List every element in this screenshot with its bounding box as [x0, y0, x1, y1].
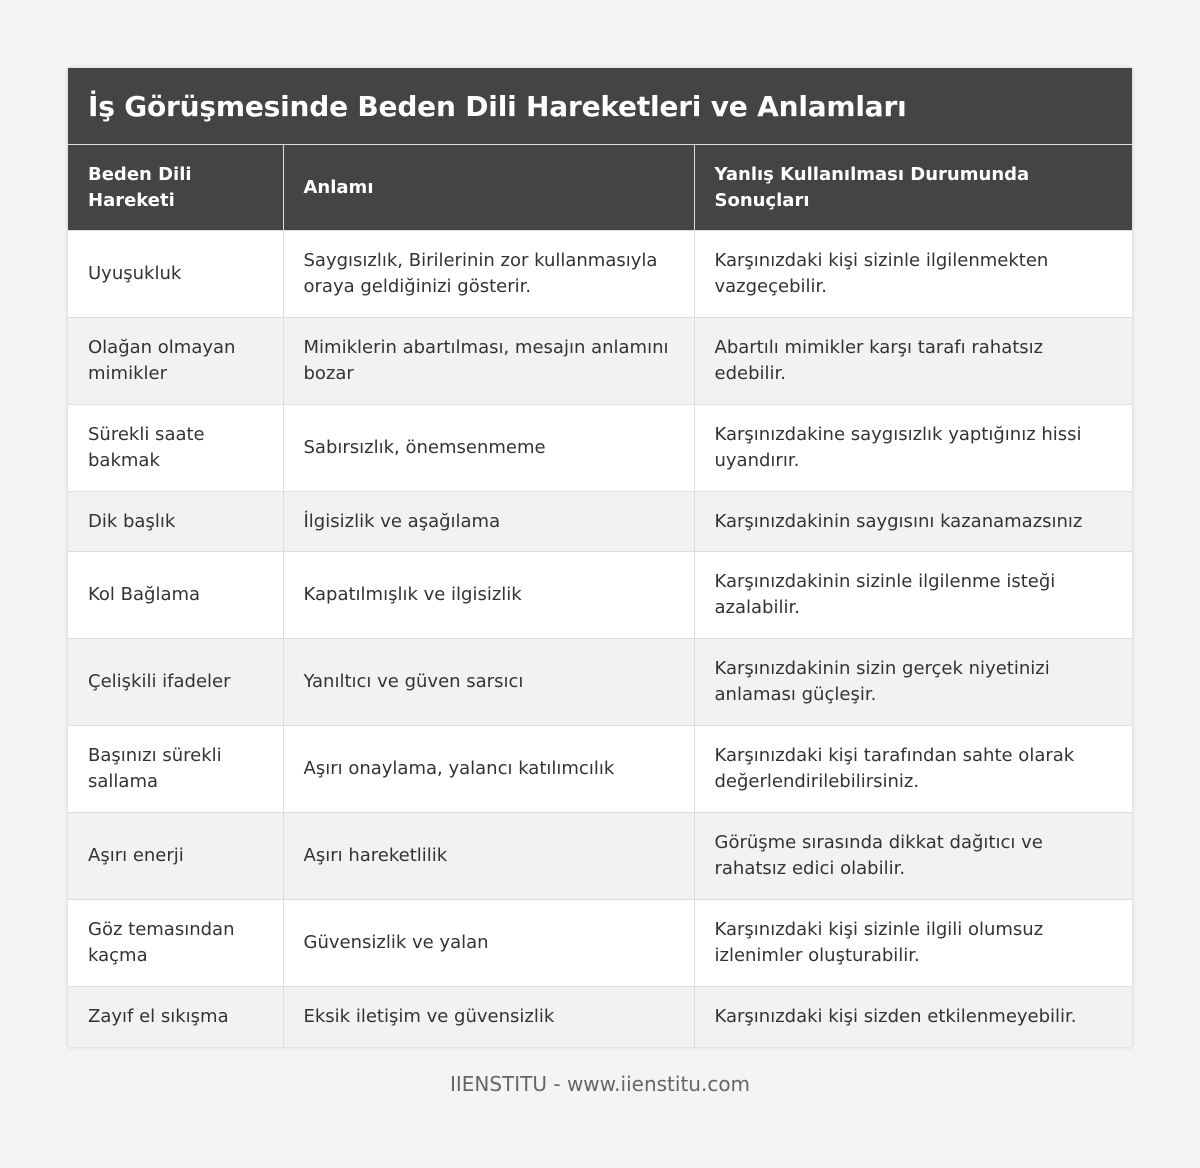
- cell-sonuc: Karşınızdakinin saygısını kazanamazsınız: [694, 492, 1132, 552]
- cell-anlami: Mimiklerin abartılması, mesajın anlamını bozar: [283, 318, 694, 405]
- cell-hareket: Sürekli saate bakmak: [68, 405, 283, 492]
- column-header-anlami: Anlamı: [283, 145, 694, 231]
- table-row: [68, 813, 1132, 900]
- cell-sonuc: Karşınızdaki kişi sizinle ilgili olumsuz izlenimler oluşturabilir.: [694, 900, 1132, 987]
- table-title: İş Görüşmesinde Beden Dili Hareketleri ve Anlamları: [68, 68, 1132, 144]
- cell-hareket: Olağan olmayan mimikler: [68, 318, 283, 405]
- cell-anlami: Yanıltıcı ve güven sarsıcı: [283, 639, 694, 726]
- cell-anlami: Aşırı onaylama, yalancı katılımcılık: [283, 726, 694, 813]
- cell-hareket: Zayıf el sıkışma: [68, 987, 283, 1047]
- body-language-table: [68, 144, 1132, 1047]
- cell-anlami: Eksik iletişim ve güvensizlik: [283, 987, 694, 1047]
- column-header-hareket: Beden Dili Hareketi: [68, 145, 283, 231]
- cell-sonuc: Karşınızdaki kişi sizden etkilenmeyebilir.: [694, 987, 1132, 1047]
- table-row: [68, 639, 1132, 726]
- table-row: [68, 231, 1132, 318]
- cell-hareket: Aşırı enerji: [68, 813, 283, 900]
- footer-credit: IIENSTITU - www.iienstitu.com: [449, 1072, 751, 1096]
- cell-anlami: Kapatılmışlık ve ilgisizlik: [283, 552, 694, 639]
- table-row: [68, 900, 1132, 987]
- cell-hareket: Göz temasından kaçma: [68, 900, 283, 987]
- cell-sonuc: Karşınızdaki kişi tarafından sahte olarak değerlendirilebilirsiniz.: [694, 726, 1132, 813]
- table-row: [68, 492, 1132, 552]
- table-row: [68, 552, 1132, 639]
- cell-hareket: Dik başlık: [68, 492, 283, 552]
- table-row: [68, 405, 1132, 492]
- cell-sonuc: Karşınızdakinin sizinle ilgilenme isteği azalabilir.: [694, 552, 1132, 639]
- cell-hareket: Kol Bağlama: [68, 552, 283, 639]
- cell-anlami: Aşırı hareketlilik: [283, 813, 694, 900]
- table-row: [68, 726, 1132, 813]
- column-header-sonuc: Yanlış Kullanılması Durumunda Sonuçları: [694, 145, 1132, 231]
- cell-hareket: Başınızı sürekli sallama: [68, 726, 283, 813]
- cell-sonuc: Abartılı mimikler karşı tarafı rahatsız edebilir.: [694, 318, 1132, 405]
- cell-anlami: Saygısızlık, Birilerinin zor kullanmasıyla oraya geldiğinizi gösterir.: [283, 231, 694, 318]
- cell-anlami: İlgisizlik ve aşağılama: [283, 492, 694, 552]
- cell-hareket: Çelişkili ifadeler: [68, 639, 283, 726]
- cell-sonuc: Karşınızdakine saygısızlık yaptığınız hissi uyandırır.: [694, 405, 1132, 492]
- cell-sonuc: Karşınızdaki kişi sizinle ilgilenmekten vazgeçebilir.: [694, 231, 1132, 318]
- cell-hareket: Uyuşukluk: [68, 231, 283, 318]
- cell-sonuc: Karşınızdakinin sizin gerçek niyetinizi anlaması güçleşir.: [694, 639, 1132, 726]
- header-row: [68, 145, 1132, 231]
- table-row: [68, 318, 1132, 405]
- table-row: [68, 987, 1132, 1047]
- table-card: [68, 68, 1132, 1047]
- cell-anlami: Güvensizlik ve yalan: [283, 900, 694, 987]
- cell-sonuc: Görüşme sırasında dikkat dağıtıcı ve rahatsız edici olabilir.: [694, 813, 1132, 900]
- cell-anlami: Sabırsızlık, önemsenmeme: [283, 405, 694, 492]
